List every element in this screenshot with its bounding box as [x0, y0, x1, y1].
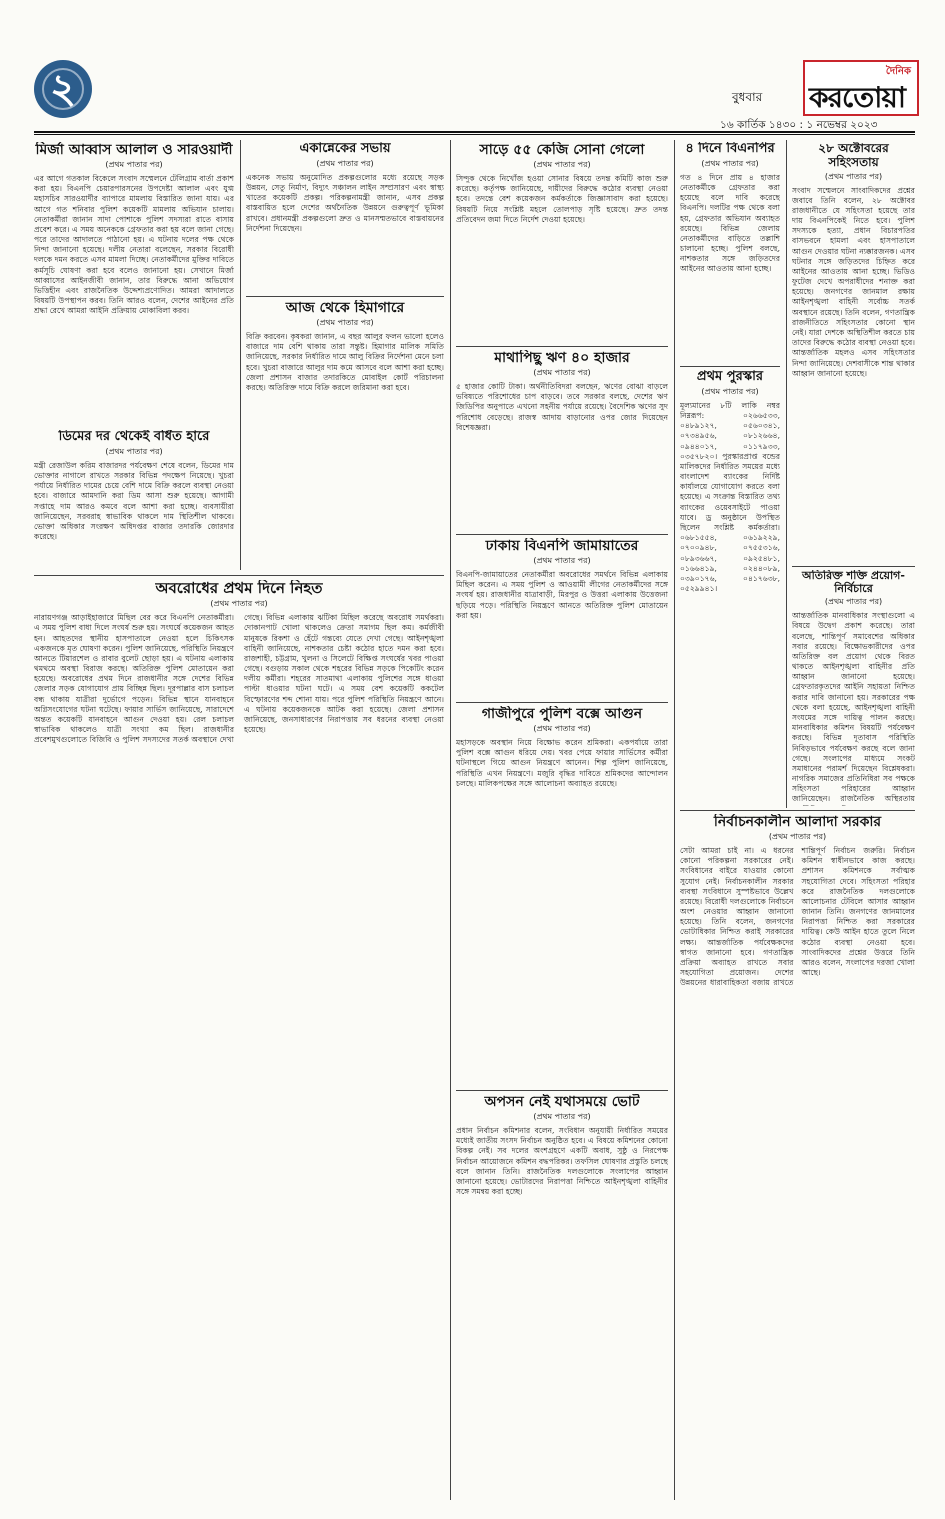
continuation-label: (প্রথম পাতার পর) — [105, 446, 163, 456]
article-body: মন্ত্রী রেজাউল করিম বাজারদর পর্যবেক্ষণ শেষে বলেন, ডিমের দাম ভোক্তার নাগালে রাখতে সরকার বিভিন্ন পদক্ষেপ নিয়েছে। খুচরা পর্যায়ে নির্ধারিত দামের চেয়ে বেশি দামে বিক্রি করলে ব্যবস্থা নেওয়া হবে। বাজারে আমদানি করা ডিম আসা শুরু হয়েছে। আগামী সপ্তাহে দাম আরও কমবে বলে আশা করা হচ্ছে। ব্যবসায়ীরা জানিয়েছেন, সরবরাহ স্বাভাবিক থাকলে দাম স্থিতিশীল থাকবে। ভোক্তা অধিকার সংরক্ষণ অধিদপ্তর বাজার তদারকি জোরদার করেছে। — [34, 460, 234, 542]
continuation-label: (প্রথম পাতার পর) — [210, 599, 268, 609]
article-atatu — [792, 142, 915, 562]
column-rule — [450, 140, 451, 1500]
article-body: একনেক সভায় অনুমোদিত প্রকল্পগুলোর মধ্যে রয়েছে সড়ক উন্নয়ন, সেতু নির্মাণ, বিদ্যুৎ সঞ্চালন লাইন সম্প্রসারণ এবং স্বাস্থ্য খাতের কয়েকটি প্রকল্প। পরিকল্পনামন্ত্রী জানান, এসব প্রকল্প বাস্তবায়িত হলে দেশের অর্থনৈতিক উন্নয়নে গুরুত্বপূর্ণ ভূমিকা রাখবে। প্রধানমন্ত্রী প্রকল্পগুলো দ্রুত ও মানসম্মতভাবে বাস্তবায়নের নির্দেশনা দিয়েছেন। — [246, 172, 444, 233]
article-ekanneker — [246, 142, 444, 292]
continuation-label: (প্রথম পাতার পর) — [316, 158, 374, 168]
headline: সাড়ে ৫৫ কেজি সোনা গেলো — [479, 142, 645, 158]
column-rule — [674, 140, 675, 1500]
column-rule — [786, 140, 787, 808]
article-body: মূল্যমানের ৮টি লাকি নম্বর নিম্নরূপ: ০২৬৬৫৩৩, ০৪৮৯১২৭, ০৫৬০৩৪১, ০৭৩৪৯৫৬, ০৮১২৬৬৪, ০৯৪৪০১৭, ০১১৭৯৩৩, ০৩৫৭৮২০। পুরস্কারপ্রাপ্ত বন্ডের মালিকদের নির্ধারিত সময়ের মধ্যে বাংলাদেশ ব্যাংকের নির্দিষ্ট কার্যালয়ে যোগাযোগ করতে বলা হয়েছে। এ সংক্রান্ত বিস্তারিত তথ্য ব্যাংকের ওয়েবসাইটে পাওয়া যাবে। ড্র অনুষ্ঠানে উপস্থিত ছিলেন সংশ্লিষ্ট কর্মকর্তারা। ০৬৮১৫৫৪, ০৬১৯২২৯, ০৭০০৯৪৮, ০৭৫৫৩১৬, ০৮৯৩৬৬৭, ০৯২৫৪৮১, ০১৬৬৪১৯, ০২৪৪০৮৯, ০৩৯০১৭৬, ০৪১৭৬৩৮, ০৫২৯৯৪১। — [680, 400, 780, 594]
masthead-rule — [34, 131, 915, 133]
continuation-label: (প্রথম পাতার পর) — [533, 368, 591, 378]
headline: একান্নেকের সভায় — [299, 142, 391, 156]
article-dimer — [34, 430, 234, 580]
article-sare — [456, 142, 668, 342]
article-body: সিন্দুক থেকে নিখোঁজ হওয়া সোনার বিষয়ে তদন্ত কমিটি কাজ শুরু করেছে। কর্তৃপক্ষ জানিয়েছে, দায়ীদের বিরুদ্ধে কঠোর ব্যবস্থা নেওয়া হবে। তদন্তে বেশ কয়েকজন কর্মকর্তাকে জিজ্ঞাসাবাদ করা হয়েছে। বিষয়টি নিয়ে সংশ্লিষ্ট মহলে তোলপাড় সৃষ্টি হয়েছে। দ্রুত তদন্ত প্রতিবেদন জমা দিতে নির্দেশ দেওয়া হয়েছে। — [456, 174, 668, 224]
logo-name: করতোয়া — [809, 81, 905, 114]
continuation-label: (প্রথম পাতার পর) — [768, 832, 827, 842]
headline: অতিরিক্ত শক্তি প্রয়োগ-নির্বিচারে — [802, 570, 905, 595]
headline: আজ থেকে হিমাগারে — [285, 300, 405, 316]
article-nirbachonkalin — [680, 814, 915, 1498]
continuation-label: (প্রথম পাতার পর) — [701, 158, 759, 168]
weekday: বুধবার — [732, 90, 763, 104]
divider — [456, 534, 668, 535]
continuation-label: (প্রথম পাতার পর) — [533, 160, 591, 170]
article-aaj — [246, 300, 444, 572]
newspaper-logo — [803, 60, 919, 116]
continuation-label: (প্রথম পাতার পর) — [533, 724, 591, 734]
divider — [680, 810, 915, 811]
continuation-label: (প্রথম পাতার পর) — [105, 160, 163, 170]
article-body: বিএনপি-জামায়াতের নেতাকর্মীরা অবরোধের সমর্থনে বিভিন্ন এলাকায় মিছিল করেন। এ সময় পুলিশ ও আওয়ামী লীগের নেতাকর্মীদের সঙ্গে সংঘর্ষ হয়। রাজধানীর যাত্রাবাড়ী, মিরপুর ও উত্তরা এলাকায় উত্তেজনা ছড়িয়ে পড়ে। পরিস্থিতি নিয়ন্ত্রণে আনতে অতিরিক্ত পুলিশ মোতায়েন করা হয়। — [456, 570, 668, 620]
headline: ঢাকায় বিএনপি জামায়াতের — [485, 538, 639, 554]
date-line: ১৬ কার্তিক ১৪৩০ : ১ নভেম্বর ২০২৩ — [720, 119, 878, 131]
divider — [456, 346, 668, 347]
continuation-label: (প্রথম পাতার পর) — [701, 386, 759, 396]
headline: ২৮ অক্টোবরের সহিংসতায় — [818, 142, 889, 169]
article-body: প্রধান নির্বাচন কমিশনার বলেন, সংবিধান অনুযায়ী নির্ধারিত সময়ের মধ্যেই জাতীয় সংসদ নির্বাচন অনুষ্ঠিত হবে। এ বিষয়ে কমিশনের কোনো বিকল্প নেই। সব দলের অংশগ্রহণে একটি অবাধ, সুষ্ঠু ও নিরপেক্ষ নির্বাচন আয়োজনে কমিশন বদ্ধপরিকর। তফসিল ঘোষণার প্রস্তুতি চলছে বলে জানান তিনি। রাজনৈতিক দলগুলোকে সংলাপের আহ্বান জানানো হয়েছে। ভোটারদের নিরাপত্তা নিশ্চিতে আইনশৃঙ্খলা বাহিনীর সঙ্গে সমন্বয় করা হচ্ছে। — [456, 1126, 668, 1197]
continuation-label: (প্রথম পাতার পর) — [316, 318, 374, 328]
divider — [456, 1090, 668, 1091]
headline: অবরোধের প্রথম দিনে নিহত — [155, 580, 323, 597]
article-apon — [456, 1094, 668, 1498]
headline: ৪ দিনে বিএনপির — [685, 142, 775, 156]
article-body: সংবাদ সম্মেলনে সাংবাদিকদের প্রশ্নের জবাবে তিনি বলেন, ২৮ অক্টোবর রাজধানীতে যে সহিংসতা হয়েছে তার দায় বিএনপিকেই নিতে হবে। পুলিশ সদস্যকে হত্যা, প্রধান বিচারপতির বাসভবনে হামলা এবং হাসপাতালে আগুন দেওয়ার ঘটনা ন্যক্কারজনক। এসব ঘটনার সঙ্গে জড়িতদের চিহ্নিত করে আইনের আওতায় আনা হচ্ছে। ভিডিও ফুটেজ দেখে অপরাধীদের শনাক্ত করা হয়েছে। জনগণের জানমাল রক্ষায় আইনশৃঙ্খলা বাহিনী সর্বোচ্চ সতর্ক অবস্থানে রয়েছে। তিনি বলেন, গণতান্ত্রিক রাজনীতিতে সহিংসতার কোনো স্থান নেই। যারা দেশকে অস্থিতিশীল করতে চায় তাদের বিরুদ্ধে কঠোর ব্যবস্থা নেওয়া হবে। আন্তর্জাতিক মহলও এসব সহিংসতার নিন্দা জানিয়েছে। দেশবাসীকে শান্ত থাকার আহ্বান জানানো হয়েছে। — [792, 185, 915, 378]
continuation-label: (প্রথম পাতার পর) — [824, 597, 883, 607]
article-gazipur — [456, 706, 668, 1086]
masthead — [0, 0, 945, 118]
divider — [792, 566, 915, 567]
article-body: বিক্রি করবেন। কৃষকরা জানান, এ বছর আলুর ফলন ভালো হলেও বাজারে দাম বেশি থাকায় তারা সন্তুষ্ট। হিমাগার মালিক সমিতি জানিয়েছে, সরকার নির্ধারিত দামে আলু বিক্রির নির্দেশনা মেনে চলা হবে। খুচরা বাজারে আলুর দাম কমে আসবে বলে আশা করা হচ্ছে। জেলা প্রশাসন বাজার তদারকিতে মোবাইল কোর্ট পরিচালনা করছে। অতিরিক্ত দামে বিক্রি করলে জরিমানা করা হবে। — [246, 332, 444, 392]
article-body: এর আগে গতকাল বিকেলে সংবাদ সম্মেলনে টেলিগ্রাম বার্তা প্রকাশ করা হয়। বিএনপি চেয়ারপারসনের উপদেষ্টা আলাল এবং যুগ্ম মহাসচিব সারওয়ার্দীর ব্যাপারে মামলায় বিস্তারিত জানা যায়। এর আগে গত শনিবার পুলিশ কয়েকটি মামলায় অভিযান চালায়। নেতাকর্মীরা জানান সাদা পোশাকে পুলিশ সদস্যরা রাতে বাসায় প্রবেশ করে। এ সময় অনেককে গ্রেফতার করা হয় বলে জানা গেছে। পরে তাদের আদালতে পাঠানো হয়। এ ঘটনায় দলের পক্ষ থেকে নিন্দা জানানো হয়েছে। দলীয় নেতারা বলেছেন, সরকার বিরোধী দলকে দমন করতে এসব মামলা দিচ্ছে। নেতাকর্মীদের মুক্তির দাবিতে কর্মসূচি ঘোষণা করা হবে বলেও জানানো হয়। সেখানে মির্জা আব্বাসের আইনজীবী জানান, তার বিরুদ্ধে আনা অভিযোগ ভিত্তিহীন এবং রাজনৈতিক উদ্দেশ্যপ্রণোদিত। আমরা আদালতে বিষয়টি উপস্থাপন করব। তিনি আরও বলেন, দেশের আইনের প্রতি শ্রদ্ধা রেখে আমরা আইনি প্রক্রিয়ায় মোকাবিলা করব। — [34, 174, 234, 316]
divider — [34, 575, 444, 576]
continuation-label: (প্রথম পাতার পর) — [533, 1112, 591, 1122]
headline: মির্জা আব্বাস আলাল ও সারওয়ার্দী — [35, 142, 233, 158]
headline: গাজীপুরে পুলিশ বক্সে আগুন — [481, 706, 643, 722]
article-body: গত ৪ দিনে প্রায় ৪ হাজার নেতাকর্মীকে গ্রেফতার করা হয়েছে বলে দাবি করেছে বিএনপি। দলটির পক্ষ থেকে বলা হয়, গ্রেফতার অভিযান অব্যাহত রয়েছে। বিভিন্ন জেলায় নেতাকর্মীদের বাড়িতে তল্লাশি চালানো হচ্ছে। পুলিশ বলছে, নাশকতার সঙ্গে জড়িতদের আইনের আওতায় আনা হচ্ছে। — [680, 172, 780, 274]
article-body: সেটা আমরা চাই না। এ ধরনের কোনো পরিকল্পনা সরকারের নেই। সংবিধানের বাইরে যাওয়ার কোনো সুযোগ নেই। নির্বাচনকালীন সরকার ব্যবস্থা সংবিধানে সুস্পষ্টভাবে উল্লেখ রয়েছে। বিরোধী দলগুলোকে নির্বাচনে অংশ নেওয়ার আহ্বান জানানো হয়েছে। তিনি বলেন, জনগণের ভোটাধিকার নিশ্চিত করাই সরকারের লক্ষ্য। আন্তর্জাতিক পর্যবেক্ষকদের স্বাগত জানানো হবে। গণতান্ত্রিক প্রক্রিয়া অব্যাহত রাখতে সবার সহযোগিতা প্রয়োজন। দেশের উন্নয়নের ধারাবাহিকতা বজায় রাখতে শান্তিপূর্ণ নির্বাচন জরুরি। নির্বাচন কমিশন স্বাধীনভাবে কাজ করছে। প্রশাসন কমিশনকে সর্বাত্মক সহযোগিতা দেবে। সহিংসতা পরিহার করে রাজনৈতিক দলগুলোকে আলোচনার টেবিলে আসার আহ্বান জানান তিনি। জনগণের জানমালের নিরাপত্তা নিশ্চিত করা সরকারের দায়িত্ব। কেউ আইন হাতে তুলে নিলে কঠোর ব্যবস্থা নেওয়া হবে। সাংবাদিকদের প্রশ্নের উত্তরে তিনি আরও বলেন, সংলাপের দরজা খোলা আছে। — [680, 846, 915, 988]
article-body: ৫ হাজার কোটি টাকা। অর্থনীতিবিদরা বলছেন, ঋণের বোঝা বাড়লে ভবিষ্যতে পরিশোধের চাপ বাড়বে। তবে সরকার বলছে, দেশের ঋণ জিডিপির অনুপাতে এখনো সহনীয় পর্যায়ে রয়েছে। বৈদেশিক ঋণের সুদ পরিশোধ বেড়েছে। রাজস্ব আদায় বাড়ানোর ওপর জোর দিয়েছেন বিশেষজ্ঞরা। — [456, 382, 668, 432]
article-dhaka — [456, 538, 668, 698]
headline: নির্বাচনকালীন আলাদা সরকার — [713, 814, 882, 830]
divider — [680, 366, 780, 367]
logo-daily-label: দৈনিক — [885, 66, 911, 77]
page-number-badge: ২ — [34, 60, 92, 118]
headline: ডিমের দর থেকেই বর্ধিত হারে — [58, 430, 210, 444]
continuation-label: (প্রথম পাতার পর) — [824, 171, 883, 181]
divider — [246, 296, 444, 297]
article-otirikto — [792, 570, 915, 806]
column-rule — [240, 140, 241, 570]
headline: অপসন নেই যথাসময়ে ভোট — [484, 1094, 640, 1110]
article-body: মহাসড়কে অবস্থান নিয়ে বিক্ষোভ করেন শ্রমিকরা। একপর্যায়ে তারা পুলিশ বক্সে আগুন ধরিয়ে দেয়। খবর পেয়ে ফায়ার সার্ভিসের কর্মীরা ঘটনাস্থলে গিয়ে আগুন নিয়ন্ত্রণে আনেন। শিল্প পুলিশ জানিয়েছে, পরিস্থিতি এখন নিয়ন্ত্রণে। মজুরি বৃদ্ধির দাবিতে শ্রমিকদের আন্দোলন চলছে। মালিকপক্ষের সঙ্গে আলোচনা অব্যাহত রয়েছে। — [456, 738, 668, 788]
article-aborodh — [34, 580, 444, 1498]
article-char-dine — [680, 142, 780, 362]
article-body: আন্তর্জাতিক মানবাধিকার সংস্থাগুলো এ বিষয়ে উদ্বেগ প্রকাশ করেছে। তারা বলেছে, শান্তিপূর্ণ সমাবেশের অধিকার সবার রয়েছে। বিক্ষোভকারীদের ওপর অতিরিক্ত বল প্রয়োগ থেকে বিরত থাকতে আইনশৃঙ্খলা বাহিনীর প্রতি আহ্বান জানানো হয়েছে। গ্রেফতারকৃতদের আইনি সহায়তা নিশ্চিত করার দাবি জানানো হয়। সরকারের পক্ষ থেকে বলা হয়েছে, আইনশৃঙ্খলা বাহিনী সংযমের সঙ্গে দায়িত্ব পালন করছে। মানবাধিকার কমিশন বিষয়টি পর্যবেক্ষণ করছে। বিভিন্ন দূতাবাস পরিস্থিতি নিবিড়ভাবে পর্যবেক্ষণ করছে বলে জানা গেছে। সংলাপের মাধ্যমে সংকট সমাধানের পরামর্শ দিয়েছেন বিশ্লেষকরা। নাগরিক সমাজের প্রতিনিধিরা সব পক্ষকে সহিংসতা পরিহারের আহ্বান জানিয়েছেন। রাজনৈতিক অস্থিরতায় — [792, 611, 915, 804]
article-prothom — [680, 370, 780, 800]
continuation-label: (প্রথম পাতার পর) — [533, 556, 591, 566]
masthead-rule-thin — [34, 134, 915, 135]
headline: মাথাপিছু ঋণ ৪০ হাজার — [494, 350, 630, 366]
headline: প্রথম পুরস্কার — [696, 370, 764, 384]
divider — [456, 702, 668, 703]
article-mathapichu — [456, 350, 668, 530]
article-body: নারায়ণগঞ্জ আড়াইহাজারে মিছিল বের করে বিএনপি নেতাকর্মীরা। এ সময় পুলিশ বাধা দিলে সংঘর্ষ শুরু হয়। সংঘর্ষে কয়েকজন আহত হন। আহতদের স্থানীয় হাসপাতালে নেওয়া হলে চিকিৎসক একজনকে মৃত ঘোষণা করেন। পুলিশ জানিয়েছে, পরিস্থিতি নিয়ন্ত্রণে আনতে টিয়ারশেল ও রাবার বুলেট ছোড়া হয়। এ ঘটনায় এলাকায় থমথমে অবস্থা বিরাজ করছে। অতিরিক্ত পুলিশ মোতায়েন করা হয়েছে। অবরোধের প্রথম দিনে রাজধানীর সঙ্গে দেশের বিভিন্ন জেলার সড়ক যোগাযোগ প্রায় বিচ্ছিন্ন ছিল। দূরপাল্লার বাস চলাচল বন্ধ থাকায় যাত্রীরা দুর্ভোগে পড়েন। বিভিন্ন স্থানে যানবাহনে অগ্নিসংযোগের ঘটনা ঘটেছে। ফায়ার সার্ভিস জানিয়েছে, সারাদেশে অন্তত কয়েকটি যানবাহনে আগুন দেওয়া হয়। রেল চলাচল স্বাভাবিক থাকলেও যাত্রী সংখ্যা কম ছিল। রাজধানীর প্রবেশমুখগুলোতে বিজিবি ও পুলিশ সদস্যদের সতর্ক অবস্থানে দেখা গেছে। বিভিন্ন এলাকায় ঝটিকা মিছিল করেছে অবরোধ সমর্থকরা। দোকানপাট খোলা থাকলেও ক্রেতা সমাগম ছিল কম। কর্মজীবী মানুষকে রিকশা ও হেঁটে গন্তব্যে যেতে দেখা গেছে। আইনশৃঙ্খলা বাহিনী জানিয়েছে, নাশকতার চেষ্টা কঠোর হাতে দমন করা হবে। রাজশাহী, চট্টগ্রাম, খুলনা ও সিলেটে বিক্ষিপ্ত সংঘর্ষের খবর পাওয়া গেছে। বগুড়ায় সকাল থেকে শহরের বিভিন্ন সড়কে পিকেটিং করেন দলীয় কর্মীরা। শহরের সাতমাথা এলাকায় পুলিশের সঙ্গে ধাওয়া পাল্টা ধাওয়ার ঘটনা ঘটে। এ সময় বেশ কয়েকটি ককটেল বিস্ফোরণের শব্দ শোনা যায়। পরে পুলিশ পরিস্থিতি নিয়ন্ত্রণে আনে। এ ঘটনায় কয়েকজনকে আটক করা হয়েছে। জেলা প্রশাসন জানিয়েছে, জনসাধারণের নিরাপত্তায় সব ধরনের ব্যবস্থা নেওয়া হয়েছে। — [34, 613, 444, 745]
